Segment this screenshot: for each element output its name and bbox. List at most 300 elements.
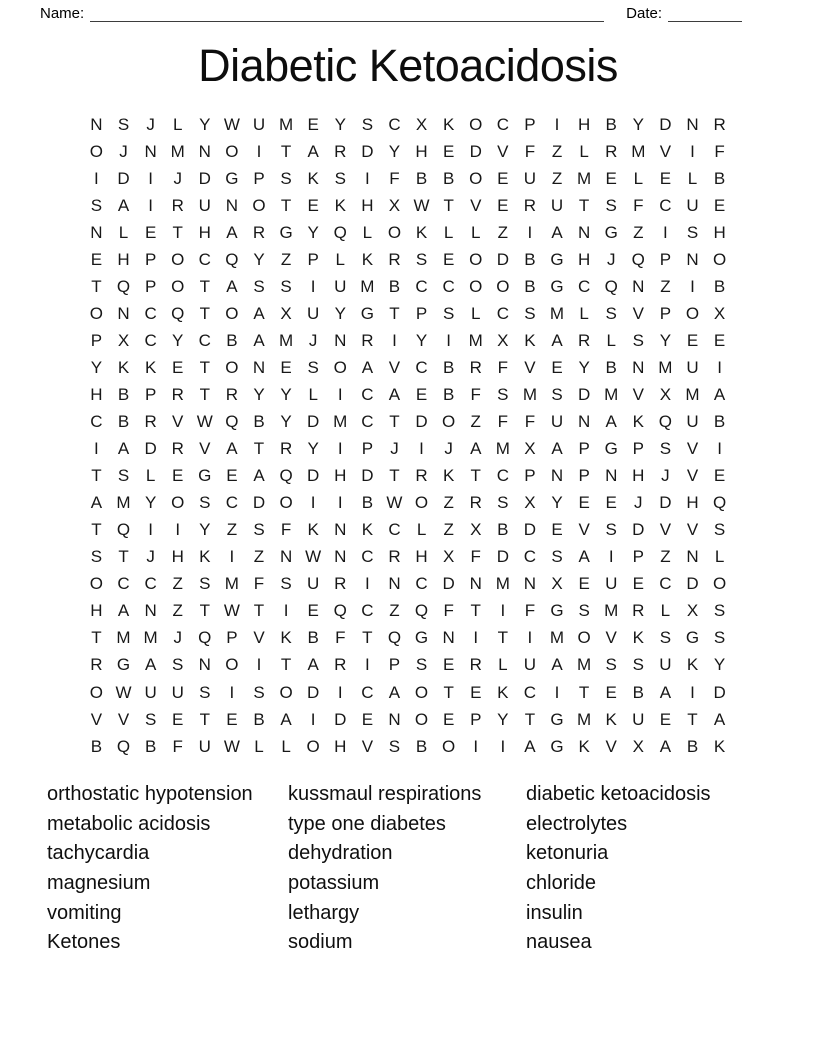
- grid-letter: U: [198, 195, 211, 215]
- grid-letter: B: [442, 384, 455, 404]
- grid-letter: I: [554, 682, 560, 702]
- grid-letter: N: [334, 330, 347, 350]
- grid-letter: D: [198, 168, 211, 188]
- grid-letter: S: [442, 303, 455, 323]
- grid-letter: T: [91, 276, 102, 296]
- grid-letter: I: [337, 682, 343, 702]
- grid-letter: K: [442, 466, 455, 486]
- grid-letter: E: [632, 574, 644, 594]
- grid-letter: C: [361, 601, 374, 621]
- grid-letter: N: [686, 547, 699, 567]
- grid-letter: F: [524, 601, 536, 621]
- grid-letter: O: [469, 114, 483, 134]
- grid-letter: R: [523, 195, 537, 215]
- grid-letter: X: [713, 303, 726, 323]
- grid-letter: C: [415, 574, 428, 594]
- grid-letter: C: [225, 493, 239, 513]
- grid-letter: B: [388, 276, 401, 296]
- word-list-item: dehydration: [288, 842, 393, 865]
- grid-letter: D: [442, 574, 455, 594]
- grid-letter: F: [470, 547, 481, 567]
- grid-letter: A: [551, 439, 563, 459]
- grid-letter: N: [686, 114, 699, 134]
- grid-letter: M: [170, 141, 185, 161]
- grid-letter: H: [198, 222, 211, 242]
- word-list-item: ketonuria: [526, 842, 609, 865]
- grid-letter: A: [605, 412, 617, 432]
- grid-letter: V: [632, 303, 644, 323]
- grid-letter: W: [223, 114, 240, 134]
- grid-letter: S: [280, 168, 292, 188]
- grid-letter: S: [117, 466, 130, 486]
- grid-letter: C: [659, 574, 672, 594]
- grid-letter: T: [280, 141, 292, 161]
- grid-letter: M: [116, 628, 131, 648]
- grid-letter: H: [686, 493, 699, 513]
- word-list-item: magnesium: [47, 871, 151, 894]
- grid-letter: Y: [334, 303, 346, 323]
- grid-letter: U: [252, 114, 266, 134]
- grid-letter: D: [361, 141, 374, 161]
- grid-letter: I: [419, 439, 424, 459]
- grid-letter: G: [279, 222, 293, 242]
- grid-letter: O: [469, 249, 483, 269]
- grid-letter: O: [414, 682, 429, 702]
- grid-letter: T: [199, 276, 210, 296]
- grid-letter: Q: [387, 628, 402, 648]
- grid-letter: P: [470, 709, 482, 729]
- grid-letter: E: [659, 168, 672, 188]
- grid-letter: U: [632, 709, 645, 729]
- grid-letter: I: [229, 547, 235, 567]
- grid-letter: Y: [199, 520, 211, 540]
- grid-letter: T: [91, 520, 102, 540]
- grid-letter: E: [686, 330, 699, 350]
- grid-letter: S: [686, 222, 699, 242]
- grid-letter: C: [496, 466, 509, 486]
- grid-letter: J: [308, 330, 318, 350]
- grid-letter: T: [470, 601, 481, 621]
- grid-letter: N: [334, 547, 347, 567]
- grid-letter: D: [361, 466, 374, 486]
- grid-letter: K: [280, 628, 292, 648]
- grid-letter: Q: [198, 628, 212, 648]
- grid-letter: I: [446, 330, 451, 350]
- grid-letter: A: [388, 682, 401, 702]
- grid-letter: B: [226, 330, 238, 350]
- grid-letter: T: [443, 195, 454, 215]
- grid-letter: L: [308, 384, 318, 404]
- grid-letter: A: [713, 709, 726, 729]
- grid-letter: E: [442, 655, 455, 675]
- grid-letter: R: [334, 655, 347, 675]
- grid-letter: Z: [551, 168, 563, 188]
- grid-letter: R: [90, 655, 103, 675]
- grid-letter: L: [471, 222, 481, 242]
- grid-letter: V: [686, 439, 699, 459]
- grid-letter: K: [632, 412, 644, 432]
- grid-letter: Y: [280, 412, 292, 432]
- grid-letter: T: [362, 628, 373, 648]
- grid-letter: N: [550, 466, 564, 486]
- grid-letter: N: [90, 222, 103, 242]
- grid-letter: M: [360, 276, 375, 296]
- grid-letter: H: [577, 249, 591, 269]
- grid-letter: K: [144, 357, 157, 377]
- grid-letter: O: [89, 682, 104, 702]
- grid-letter: T: [172, 222, 183, 242]
- grid-letter: E: [90, 249, 103, 269]
- grid-letter: N: [577, 222, 591, 242]
- grid-letter: G: [604, 439, 618, 459]
- word-list-item: diabetic ketoacidosis: [526, 783, 711, 806]
- grid-letter: Z: [280, 249, 292, 269]
- grid-letter: D: [496, 249, 509, 269]
- grid-letter: J: [173, 168, 182, 188]
- grid-letter: A: [307, 655, 319, 675]
- grid-letter: D: [144, 439, 157, 459]
- grid-letter: O: [712, 249, 727, 269]
- grid-letter: J: [661, 466, 670, 486]
- grid-letter: V: [605, 736, 617, 756]
- grid-letter: I: [690, 141, 695, 161]
- grid-letter: I: [364, 168, 370, 188]
- grid-letter: L: [443, 222, 454, 242]
- grid-letter: C: [144, 303, 157, 323]
- grid-letter: E: [442, 709, 455, 729]
- grid-letter: K: [361, 520, 374, 540]
- grid-letter: B: [415, 736, 428, 756]
- grid-letter: K: [117, 357, 130, 377]
- grid-letter: C: [361, 384, 374, 404]
- grid-letter: A: [117, 195, 130, 215]
- grid-letter: L: [335, 249, 345, 269]
- grid-letter: B: [713, 168, 726, 188]
- grid-letter: F: [524, 141, 536, 161]
- grid-letter: R: [469, 493, 482, 513]
- grid-letter: S: [497, 493, 509, 513]
- grid-letter: O: [252, 195, 266, 215]
- grid-letter: U: [144, 682, 157, 702]
- grid-letter: U: [550, 195, 564, 215]
- grid-letter: A: [307, 141, 319, 161]
- grid-letter: I: [364, 655, 370, 675]
- grid-letter: Q: [171, 303, 185, 323]
- grid-letter: Y: [388, 141, 401, 161]
- grid-letter: Z: [551, 141, 563, 161]
- grid-letter: D: [117, 168, 130, 188]
- grid-letter: G: [604, 222, 618, 242]
- grid-letter: S: [253, 682, 265, 702]
- grid-letter: W: [223, 736, 240, 756]
- grid-letter: I: [690, 276, 695, 296]
- grid-letter: Q: [712, 493, 727, 513]
- grid-letter: U: [686, 412, 699, 432]
- grid-letter: U: [334, 276, 347, 296]
- grid-letter: H: [90, 384, 103, 404]
- grid-letter: S: [144, 709, 157, 729]
- grid-letter: T: [253, 601, 265, 621]
- grid-letter: W: [115, 682, 132, 702]
- grid-letter: K: [686, 655, 699, 675]
- grid-letter: A: [388, 384, 401, 404]
- grid-letter: V: [497, 141, 509, 161]
- grid-letter: W: [386, 493, 403, 513]
- grid-letter: S: [605, 303, 617, 323]
- grid-letter: I: [256, 141, 262, 161]
- grid-letter: S: [199, 493, 211, 513]
- grid-letter: A: [659, 736, 672, 756]
- grid-letter: H: [577, 114, 591, 134]
- grid-letter: D: [713, 682, 726, 702]
- grid-letter: I: [256, 655, 262, 675]
- grid-letter: B: [713, 412, 726, 432]
- grid-letter: I: [310, 709, 316, 729]
- grid-letter: Y: [253, 384, 265, 404]
- grid-letter: O: [279, 682, 293, 702]
- grid-letter: F: [253, 574, 265, 594]
- grid-letter: S: [415, 249, 428, 269]
- grid-letter: V: [361, 736, 374, 756]
- grid-letter: S: [632, 330, 644, 350]
- grid-letter: M: [495, 439, 510, 459]
- grid-letter: J: [146, 547, 155, 567]
- grid-letter: N: [686, 249, 699, 269]
- grid-letter: S: [605, 655, 617, 675]
- grid-letter: X: [686, 601, 699, 621]
- grid-letter: F: [443, 601, 454, 621]
- grid-letter: U: [171, 682, 184, 702]
- grid-letter: O: [306, 736, 320, 756]
- grid-letter: M: [685, 384, 700, 404]
- grid-letter: S: [578, 601, 590, 621]
- grid-letter: L: [281, 736, 291, 756]
- grid-letter: H: [713, 222, 726, 242]
- grid-letter: F: [524, 412, 536, 432]
- grid-letter: W: [223, 601, 240, 621]
- word-list-column: [526, 780, 711, 958]
- grid-letter: I: [148, 168, 153, 188]
- grid-letter: A: [117, 601, 130, 621]
- grid-letter: U: [686, 357, 699, 377]
- grid-letter: M: [631, 141, 646, 161]
- grid-letter: Z: [443, 493, 454, 513]
- grid-letter: V: [686, 466, 699, 486]
- grid-letter: F: [497, 412, 509, 432]
- grid-letter: E: [307, 601, 319, 621]
- grid-letter: C: [415, 276, 428, 296]
- grid-letter: M: [604, 384, 619, 404]
- grid-letter: Q: [604, 276, 618, 296]
- grid-letter: R: [171, 195, 184, 215]
- grid-letter: C: [496, 114, 509, 134]
- name-date-header: [40, 3, 742, 22]
- grid-letter: C: [496, 303, 509, 323]
- grid-letter: S: [361, 114, 374, 134]
- grid-letter: Q: [414, 601, 429, 621]
- grid-letter: N: [388, 574, 401, 594]
- grid-letter: P: [388, 655, 401, 675]
- grid-letter: R: [388, 547, 401, 567]
- grid-letter: A: [226, 222, 238, 242]
- grid-letter: A: [551, 330, 563, 350]
- grid-letter: C: [90, 412, 103, 432]
- grid-letter: J: [606, 249, 616, 269]
- grid-letter: X: [551, 574, 563, 594]
- grid-letter: O: [442, 736, 456, 756]
- grid-letter: I: [148, 520, 153, 540]
- grid-letter: B: [524, 276, 536, 296]
- grid-letter: X: [280, 303, 292, 323]
- grid-letter: H: [117, 249, 130, 269]
- grid-letter: A: [253, 330, 265, 350]
- grid-letter: E: [551, 520, 563, 540]
- grid-letter: O: [171, 249, 185, 269]
- grid-letter: B: [713, 276, 726, 296]
- grid-letter: D: [659, 493, 672, 513]
- grid-letter: J: [390, 439, 399, 459]
- grid-letter: N: [632, 357, 645, 377]
- grid-letter: A: [470, 439, 482, 459]
- grid-letter: Q: [333, 222, 347, 242]
- grid-letter: S: [551, 547, 563, 567]
- grid-letter: B: [253, 412, 265, 432]
- grid-letter: X: [117, 330, 130, 350]
- grid-letter: C: [144, 574, 157, 594]
- grid-letter: P: [659, 303, 672, 323]
- grid-letter: T: [389, 466, 400, 486]
- grid-letter: H: [334, 736, 347, 756]
- grid-letter: S: [280, 276, 292, 296]
- grid-letter: I: [663, 222, 668, 242]
- grid-letter: L: [145, 466, 156, 486]
- grid-letter: L: [416, 520, 427, 540]
- grid-letter: Y: [307, 222, 319, 242]
- grid-letter: V: [172, 412, 184, 432]
- grid-letter: E: [442, 249, 455, 269]
- grid-letter: I: [473, 628, 479, 648]
- grid-letter: C: [523, 547, 537, 567]
- grid-letter: E: [280, 357, 292, 377]
- grid-letter: L: [579, 303, 589, 323]
- grid-letter: F: [470, 384, 481, 404]
- date-label: Date:: [626, 5, 662, 22]
- grid-letter: E: [605, 682, 617, 702]
- grid-letter: L: [633, 168, 644, 188]
- grid-letter: T: [199, 384, 210, 404]
- grid-letter: F: [497, 357, 509, 377]
- page-title: Diabetic Ketoacidosis: [198, 40, 618, 91]
- grid-letter: B: [524, 249, 536, 269]
- grid-letter: R: [171, 439, 184, 459]
- grid-letter: A: [659, 682, 672, 702]
- grid-letter: O: [225, 303, 239, 323]
- grid-letter: Q: [631, 249, 645, 269]
- grid-letter: I: [364, 574, 370, 594]
- grid-letter: C: [577, 276, 591, 296]
- grid-letter: B: [442, 168, 455, 188]
- grid-letter: A: [551, 222, 563, 242]
- grid-letter: S: [388, 736, 401, 756]
- grid-letter: O: [685, 303, 700, 323]
- grid-letter: S: [117, 114, 130, 134]
- grid-letter: B: [117, 412, 130, 432]
- grid-letter: I: [337, 384, 343, 404]
- grid-letter: D: [632, 520, 645, 540]
- grid-letter: Q: [116, 736, 131, 756]
- grid-letter: O: [89, 303, 104, 323]
- grid-letter: T: [199, 709, 210, 729]
- grid-letter: S: [253, 276, 265, 296]
- grid-letter: V: [117, 709, 130, 729]
- grid-letter: Z: [253, 547, 265, 567]
- grid-letter: S: [713, 520, 726, 540]
- grid-letter: H: [171, 547, 184, 567]
- grid-letter: T: [497, 628, 509, 648]
- grid-letter: K: [497, 682, 509, 702]
- grid-letter: Y: [713, 655, 726, 675]
- grid-letter: Y: [199, 114, 211, 134]
- grid-letter: Z: [660, 547, 671, 567]
- word-list-item: lethargy: [288, 901, 360, 924]
- grid-letter: P: [632, 547, 644, 567]
- grid-letter: C: [388, 114, 401, 134]
- grid-letter: K: [713, 736, 726, 756]
- grid-letter: G: [414, 628, 429, 648]
- grid-letter: J: [119, 141, 128, 161]
- grid-letter: M: [658, 357, 673, 377]
- grid-letter: Y: [253, 249, 265, 269]
- grid-letter: L: [498, 655, 508, 675]
- grid-letter: N: [388, 709, 401, 729]
- grid-letter: P: [144, 249, 157, 269]
- word-list-item: metabolic acidosis: [47, 812, 211, 835]
- grid-letter: T: [91, 628, 102, 648]
- word-list-item: vomiting: [47, 901, 122, 924]
- grid-letter: X: [442, 547, 455, 567]
- grid-letter: R: [388, 249, 401, 269]
- grid-letter: O: [225, 141, 239, 161]
- grid-letter: O: [225, 357, 239, 377]
- grid-letter: D: [469, 141, 482, 161]
- grid-letter: L: [606, 330, 616, 350]
- grid-letter: B: [90, 736, 103, 756]
- grid-letter: I: [94, 439, 99, 459]
- grid-letter: F: [172, 736, 183, 756]
- grid-letter: Q: [279, 466, 293, 486]
- grid-letter: D: [686, 574, 699, 594]
- grid-letter: G: [225, 168, 239, 188]
- grid-letter: N: [469, 574, 482, 594]
- grid-letter: E: [307, 195, 319, 215]
- grid-letter: O: [414, 709, 429, 729]
- grid-letter: H: [632, 466, 645, 486]
- grid-letter: C: [198, 330, 211, 350]
- grid-letter: N: [605, 466, 618, 486]
- grid-letter: R: [334, 574, 347, 594]
- grid-letter: S: [90, 547, 103, 567]
- grid-letter: R: [171, 384, 184, 404]
- grid-letter: Y: [307, 439, 319, 459]
- grid-letter: E: [497, 195, 509, 215]
- grid-letter: T: [443, 682, 454, 702]
- grid-letter: C: [523, 682, 537, 702]
- grid-letter: F: [335, 628, 346, 648]
- grid-letter: Y: [334, 114, 346, 134]
- grid-letter: V: [470, 195, 482, 215]
- grid-letter: Q: [658, 412, 672, 432]
- grid-letter: M: [224, 574, 239, 594]
